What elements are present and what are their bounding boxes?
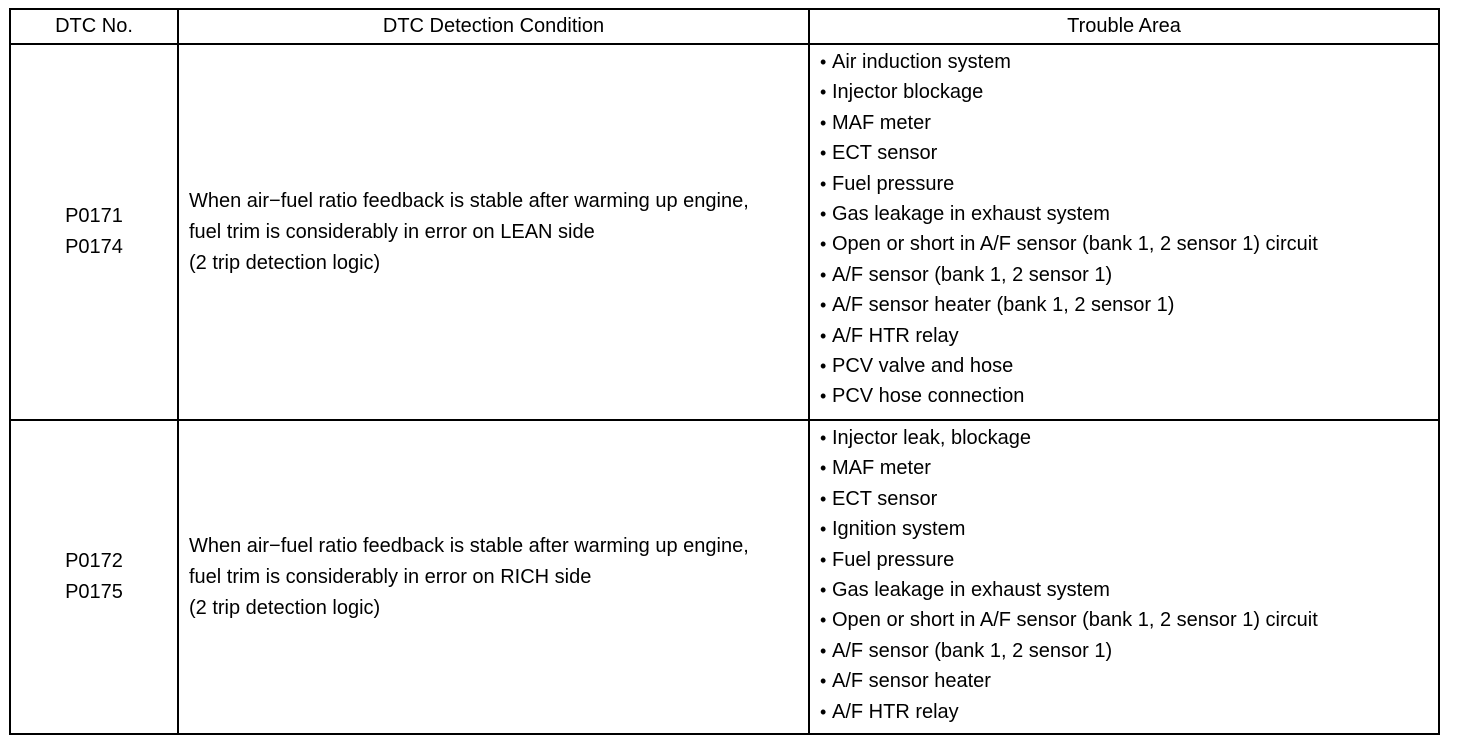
trouble-area-list: [820, 423, 1438, 727]
list-item: • MAF meter: [820, 108, 1438, 138]
condition-line: When air−fuel ratio feedback is stable after warming up engine,: [189, 189, 749, 212]
table-row: [10, 420, 1439, 734]
bullet-icon: •: [820, 701, 827, 722]
bullet-icon: •: [820, 82, 827, 103]
dtc-code: P0175: [65, 581, 123, 603]
dtc-code-cell: [10, 420, 178, 734]
condition-line: (2 trip detection logic): [189, 251, 381, 274]
header-dtc-no: DTC No.: [10, 9, 178, 44]
trouble-area-cell: [809, 420, 1439, 734]
list-item: • A/F HTR relay: [820, 697, 1438, 727]
list-item: • Fuel pressure: [820, 169, 1438, 199]
list-item: • Gas leakage in exhaust system: [820, 199, 1438, 229]
bullet-icon: •: [820, 640, 827, 661]
bullet-icon: •: [820, 356, 827, 377]
condition-line: (2 trip detection logic): [189, 596, 381, 619]
list-item: • PCV hose connection: [820, 381, 1438, 411]
list-item: • A/F sensor (bank 1, 2 sensor 1): [820, 636, 1438, 666]
trouble-area-cell: [809, 44, 1439, 420]
bullet-icon: •: [820, 52, 827, 72]
list-item: • Open or short in A/F sensor (bank 1, 2 sensor 1) circuit: [820, 605, 1438, 635]
bullet-icon: •: [820, 519, 827, 540]
dtc-code: P0171: [65, 205, 123, 227]
bullet-icon: •: [820, 458, 827, 479]
list-item: • Injector leak, blockage: [820, 423, 1438, 453]
list-item: • ECT sensor: [820, 138, 1438, 168]
dtc-code: P0172: [65, 550, 123, 572]
bullet-icon: •: [820, 173, 827, 194]
dtc-table: [9, 8, 1440, 735]
bullet-icon: •: [820, 610, 827, 631]
list-item: • Injector blockage: [820, 77, 1438, 107]
condition-line: fuel trim is considerably in error on RICH side: [189, 565, 592, 588]
list-item: • Ignition system: [820, 514, 1438, 544]
bullet-icon: •: [820, 295, 827, 316]
list-item: • PCV valve and hose: [820, 351, 1438, 381]
bullet-icon: •: [820, 428, 827, 448]
list-item: • ECT sensor: [820, 484, 1438, 514]
list-item: • Fuel pressure: [820, 545, 1438, 575]
list-item: • Open or short in A/F sensor (bank 1, 2 sensor 1) circuit: [820, 229, 1438, 259]
bullet-icon: •: [820, 234, 827, 255]
table-row: [10, 44, 1439, 420]
bullet-icon: •: [820, 325, 827, 346]
bullet-icon: •: [820, 143, 827, 164]
list-item: • A/F sensor heater: [820, 666, 1438, 696]
dtc-code: P0174: [65, 236, 123, 258]
bullet-icon: •: [820, 386, 827, 407]
bullet-icon: •: [820, 580, 827, 601]
bullet-icon: •: [820, 549, 827, 570]
detection-condition-cell: [178, 420, 809, 734]
header-row: [10, 9, 1439, 44]
list-item: • A/F sensor (bank 1, 2 sensor 1): [820, 260, 1438, 290]
bullet-icon: •: [820, 204, 827, 225]
list-item: • Air induction system: [820, 47, 1438, 77]
dtc-code-cell: [10, 44, 178, 420]
detection-condition-cell: [178, 44, 809, 420]
trouble-area-list: [820, 47, 1438, 412]
list-item: • A/F HTR relay: [820, 321, 1438, 351]
condition-line: fuel trim is considerably in error on LEAN side: [189, 220, 595, 243]
header-detection-condition: DTC Detection Condition: [178, 9, 809, 44]
header-trouble-area: Trouble Area: [809, 9, 1439, 44]
bullet-icon: •: [820, 112, 827, 133]
bullet-icon: •: [820, 264, 827, 285]
condition-line: When air−fuel ratio feedback is stable after warming up engine,: [189, 534, 749, 557]
bullet-icon: •: [820, 488, 827, 509]
list-item: • Gas leakage in exhaust system: [820, 575, 1438, 605]
list-item: • MAF meter: [820, 453, 1438, 483]
list-item: • A/F sensor heater (bank 1, 2 sensor 1): [820, 290, 1438, 320]
bullet-icon: •: [820, 671, 827, 692]
